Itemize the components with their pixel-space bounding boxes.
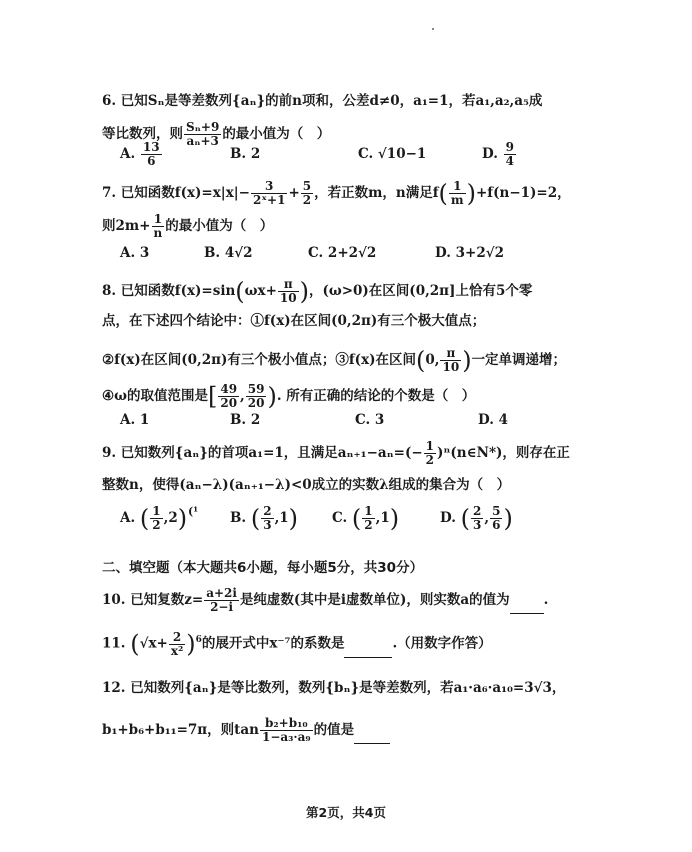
q8-option-a: A. 1 bbox=[120, 412, 150, 428]
q12-fraction: $\frac{\text{b₂+b₁₀}}{\text{1−a₃·a₉}}$ bbox=[261, 716, 311, 744]
q7-options bbox=[120, 239, 590, 269]
q8-option-b: B. 2 bbox=[230, 412, 261, 428]
q9-option-b: B. ( $\frac{2}{3}$ ,1) bbox=[230, 504, 299, 533]
q8-options bbox=[120, 406, 590, 436]
q8-number: 8. bbox=[102, 283, 117, 299]
q9-fraction: $\frac{1}{2}$ bbox=[425, 439, 435, 467]
q7-fraction-4: $\frac{1}{n}$ bbox=[153, 212, 163, 240]
q10-number: 10. bbox=[102, 592, 126, 608]
q7-option-d: D. 3+2√2 bbox=[435, 245, 505, 261]
q9-options bbox=[120, 504, 590, 534]
q6-option-d: D. $\frac{9}{4}$ bbox=[482, 140, 514, 168]
q7-fraction-3: $\frac{1}{m}$ bbox=[450, 179, 464, 207]
q6-text-suffix: 的最小值为（ ） bbox=[222, 126, 331, 142]
q11-fraction: $\frac{2}{\text{x²}}$ bbox=[170, 629, 184, 658]
q10-answer-blank bbox=[510, 599, 544, 614]
q7-fraction-1: $\frac{3}{\text{2ˣ+1}}$ bbox=[252, 179, 286, 207]
q11-answer-blank bbox=[344, 643, 392, 658]
q8-line2: 点，在下述四个结论中：①f(x)在区间(0,2π)有三个极大值点； bbox=[102, 313, 486, 329]
q6-option-c: C. √10−1 bbox=[358, 146, 427, 162]
q10-line: 10. 已知复数z= $\frac{a+2i}{2-i}$ 是纯虚数(其中是i虚数单位)，则实数a的值为 . bbox=[102, 586, 549, 614]
q6-text: 已知Sₙ是等差数列{aₙ}的前n项和，公差d≠0，a₁=1，若a₁,a₂,a₅成 bbox=[120, 93, 543, 109]
q8-line1: 8. 已知函数f(x)=sin(ωx+ $\frac{\pi}{10}$ )，(ω>0)在区间(0,2π]上恰有5个零 bbox=[102, 277, 533, 306]
q8-fraction-1: $\frac{\pi}{10}$ bbox=[279, 277, 297, 305]
q6-line1 bbox=[102, 91, 542, 111]
q10-fraction: $\frac{a+2i}{2-i}$ bbox=[206, 586, 237, 614]
q7-option-c: C. 2+2√2 bbox=[308, 245, 377, 261]
q7-option-a: A. 3 bbox=[120, 245, 150, 261]
q9-number: 9. bbox=[102, 445, 117, 461]
q11-number: 11. bbox=[102, 635, 126, 652]
scan-speck bbox=[432, 28, 434, 30]
q8-option-d: D. 4 bbox=[478, 412, 509, 428]
q9-line2: 整数n，使得(aₙ−λ)(aₙ₊₁−λ)<0成立的实数λ组成的集合为（ ） bbox=[102, 477, 511, 493]
q12-line1: 12. 已知数列{aₙ}是等比数列，数列{bₙ}是等差数列，若a₁·a₆·a₁₀=3√3， bbox=[102, 680, 566, 696]
q11-line: 11. (√x+ $\frac{2}{\text{x²}}$ )$^6$的展开式中x⁻⁷的系数是 .（用数字作答） bbox=[102, 629, 492, 658]
q6-fraction: $\frac{\text{Sₙ+9}}{\text{aₙ+3}}$ bbox=[186, 120, 220, 148]
section-2-heading: 二、填空题（本大题共6小题，每小题5分，共30分） bbox=[102, 560, 424, 576]
q6-number: 6. bbox=[102, 93, 117, 109]
q7-line2: 则2m+ $\frac{1}{n}$ 的最小值为（ ） bbox=[102, 212, 274, 240]
stray-mark: (¹ bbox=[188, 505, 199, 518]
q8-line4: ④ω的取值范围是[ $\frac{49}{20}$ , $\frac{59}{20}$ ). 所有正确的结论的个数是（ ） bbox=[102, 382, 476, 411]
q12-number: 12. bbox=[102, 680, 126, 696]
q6-option-b: B. 2 bbox=[230, 146, 261, 162]
q7-line1: 7. 已知函数f(x)=x|x|− $\frac{3}{\text{2ˣ+1}}$ + $\frac{5}{2}$ ，若正数m，n满足f( $\frac{1}{m}$ )+f(n−1)=2， bbox=[102, 179, 571, 208]
page-footer: 第2页，共4页 bbox=[306, 805, 386, 820]
q8-line3: ②f(x)在区间(0,2π)有三个极小值点；③f(x)在区间(0, $\frac{\pi}{10}$ )一定单调递增； bbox=[102, 346, 567, 375]
q6-option-a: A. $\frac{13}{6}$ bbox=[120, 140, 160, 168]
q9-option-d: D. ( $\frac{2}{3}$ , $\frac{5}{6}$ ) bbox=[440, 504, 513, 533]
q7-option-b: B. 4√2 bbox=[204, 245, 253, 261]
q8-fraction-4a: $\frac{49}{20}$ bbox=[220, 382, 238, 410]
q7-number: 7. bbox=[102, 185, 117, 201]
q9-line1: 9. 已知数列{aₙ}的首项a₁=1，且满足aₙ₊₁−aₙ=(− $\frac{1}{2}$ )ⁿ(n∈N*)，则存在正 bbox=[102, 439, 570, 467]
q6-text-prefix: 等比数列，则 bbox=[102, 126, 183, 142]
q9-option-a: A. ( $\frac{1}{2}$ ,2) bbox=[120, 504, 188, 533]
q8-option-c: C. 3 bbox=[355, 412, 385, 428]
q9-option-c: C. ( $\frac{1}{2}$ ,1) bbox=[332, 504, 400, 533]
q12-line2: b₁+b₆+b₁₁=7π，则tan $\frac{\text{b₂+b₁₀}}{\text{1−a₃·a₉}}$ 的值是 bbox=[102, 717, 390, 744]
q8-fraction-3: $\frac{\pi}{10}$ bbox=[442, 346, 460, 374]
q12-answer-blank bbox=[354, 729, 390, 744]
q8-fraction-4b: $\frac{59}{20}$ bbox=[247, 382, 265, 410]
q6-options bbox=[120, 140, 590, 170]
q7-fraction-2: $\frac{5}{2}$ bbox=[302, 179, 312, 207]
